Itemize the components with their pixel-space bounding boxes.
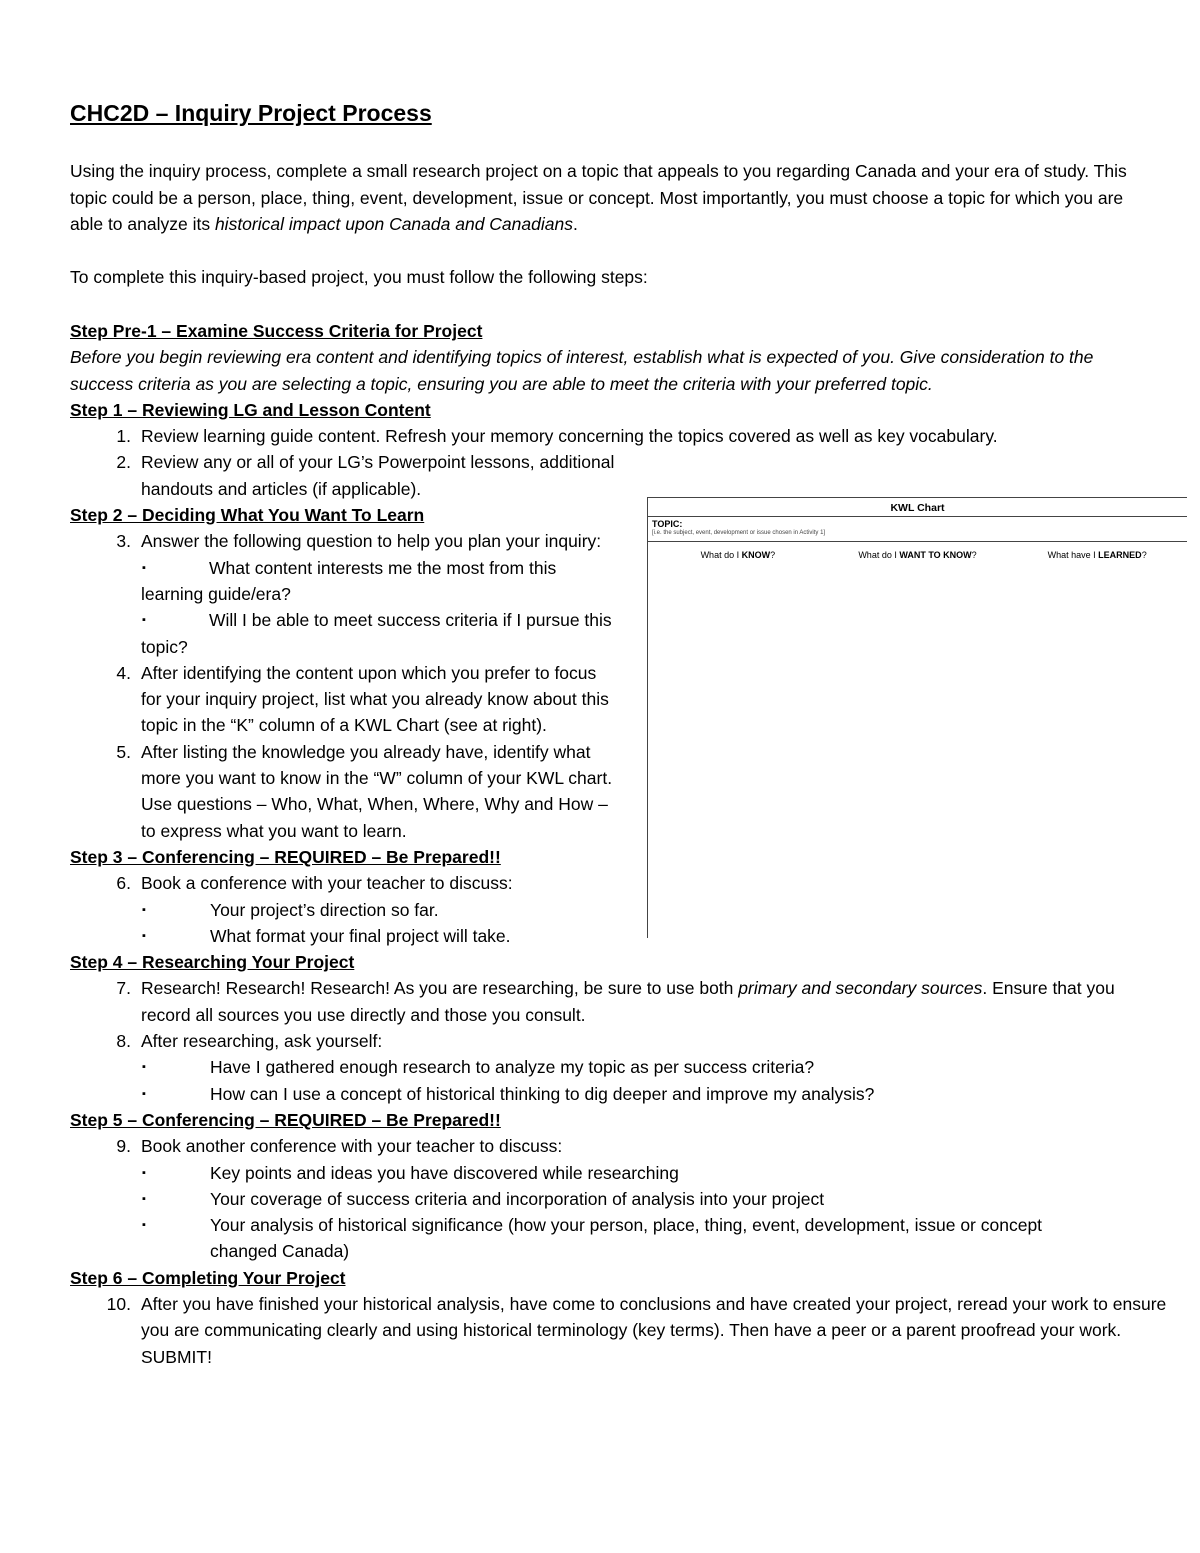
- intro-text-end: .: [572, 214, 578, 234]
- item-text: After you have finished your historical analysis, have come to conclusions and have created your project, reread your work to ensure you are communicating clearly and using historical terminology (key terms). Then have a peer or a parent proofread your work. SUBMIT!: [141, 1293, 1167, 1367]
- list-item: [70, 975, 1141, 1028]
- kwl-column-headers: [648, 541, 1187, 560]
- kwl-column-know: [648, 550, 828, 560]
- kwl-topic-label: TOPIC:: [652, 519, 683, 529]
- kwl-col-text: What do I: [700, 550, 742, 560]
- step-4-heading: Step 4 – Researching Your Project: [70, 952, 355, 973]
- intro-section: [70, 158, 1130, 291]
- kwl-col-keyword: LEARNED: [1098, 550, 1142, 560]
- item-text: After identifying the content upon which you prefer to focus for your inquiry project, list what you already know about this topic in the “K” column of a KWL Chart (see at right).: [141, 662, 609, 736]
- item-text-end: . Ensure that you record all sources you use directly and those you consult.: [141, 978, 1115, 1025]
- list-item: [70, 660, 621, 739]
- kwl-col-mark: ?: [1141, 550, 1147, 560]
- step-pre-heading: Step Pre-1 – Examine Success Criteria for Project: [70, 321, 483, 341]
- intro-text: Using the inquiry process, complete a small research project on a topic that appeals to you regarding Canada and your era of study. This topic could be a person, place, thing, event, development, issue or concept. Most importantly, you must choose a topic for which you are able to analyze its: [70, 161, 1127, 234]
- bullet-icon: ▪: [142, 929, 146, 942]
- item-text: After listing the knowledge you already have, identify what more you want to know in the “W” column of your KWL chart. Use questions – Who, What, When, Where, Why and How – to express what you want to learn.: [141, 741, 613, 841]
- kwl-col-keyword: KNOW: [741, 550, 771, 560]
- bullet-item: [70, 1186, 1150, 1212]
- kwl-col-text: What have I: [1047, 550, 1099, 560]
- list-item: [70, 739, 621, 844]
- bullet-text: Your analysis of historical significance (how your person, place, thing, event, development, issue or concept changed Canada): [210, 1215, 1043, 1262]
- intro-steps-lead: To complete this inquiry-based project, you must follow the following steps:: [70, 267, 648, 287]
- item-number: 10.: [106, 1293, 131, 1314]
- item-number: 7.: [116, 978, 131, 999]
- item-text: Review learning guide content. Refresh your memory concerning the topics covered as well as key vocabulary.: [141, 426, 998, 447]
- bullet-text: What content interests me the most from this learning guide/era?: [141, 557, 557, 604]
- bullet-icon: ▪: [142, 1087, 146, 1100]
- item-text: Review any or all of your LG’s Powerpoint lessons, additional handouts and articles (if applicable).: [141, 452, 615, 499]
- bullet-text: Your project’s direction so far.: [210, 899, 439, 920]
- kwl-column-want: [828, 550, 1008, 560]
- bullet-text: What format your final project will take.: [210, 925, 511, 946]
- bullet-text: Will I be able to meet success criteria if I pursue this topic?: [141, 610, 612, 657]
- bullet-icon: ▪: [142, 561, 146, 574]
- list-item: [70, 1028, 1141, 1054]
- bullet-item: [70, 555, 621, 608]
- list-item: [70, 1133, 1141, 1159]
- item-text: Research! Research! Research! As you are researching, be sure to use both: [141, 978, 739, 999]
- bullet-item: [70, 607, 621, 660]
- bullet-icon: ▪: [142, 1166, 146, 1179]
- item-text: After researching, ask yourself:: [141, 1031, 383, 1052]
- kwl-col-keyword: WANT TO KNOW: [899, 550, 972, 560]
- item-number: 4.: [116, 662, 131, 683]
- item-number: 3.: [116, 531, 131, 552]
- kwl-col-mark: ?: [770, 550, 776, 560]
- list-item: [70, 1291, 1181, 1370]
- bullet-icon: ▪: [142, 903, 146, 916]
- step-6-heading: Step 6 – Completing Your Project: [70, 1267, 346, 1288]
- step-pre-description: Before you begin reviewing era content and identifying topics of interest, establish what is expected of you. Give consideration to the success criteria as you are selecting a topic, ensuring you are able to meet the criteria with your preferred topic.: [70, 347, 1094, 394]
- intro-emphasis: historical impact upon Canada and Canadians: [214, 214, 573, 234]
- bullet-item: [70, 1054, 1150, 1080]
- step-2-heading: Step 2 – Deciding What You Want To Learn: [70, 505, 425, 526]
- bullet-text: Have I gathered enough research to analyze my topic as per success criteria?: [210, 1057, 815, 1078]
- bullet-icon: ▪: [142, 1219, 146, 1232]
- page-title: CHC2D – Inquiry Project Process: [70, 100, 432, 126]
- bullet-text: Key points and ideas you have discovered while researching: [210, 1162, 679, 1183]
- item-text: Book another conference with your teacher to discuss:: [141, 1136, 563, 1157]
- item-text: Answer the following question to help you plan your inquiry:: [141, 531, 602, 552]
- kwl-topic-note: [i.e. the subject, event, development or issue chosen in Activity 1]: [652, 530, 826, 536]
- kwl-chart: [647, 497, 1187, 938]
- item-text: Book a conference with your teacher to discuss:: [141, 873, 513, 894]
- step-3-heading: Step 3 – Conferencing – REQUIRED – Be Prepared!!: [70, 846, 501, 867]
- step-1-heading: Step 1 – Reviewing LG and Lesson Content: [70, 399, 431, 420]
- item-number: 8.: [116, 1031, 131, 1052]
- bullet-icon: ▪: [142, 614, 146, 627]
- item-number: 9.: [116, 1136, 131, 1157]
- bullet-item: [70, 1081, 1150, 1107]
- item-number: 1.: [116, 426, 131, 447]
- kwl-col-mark: ?: [971, 550, 977, 560]
- kwl-col-text: What do I: [858, 550, 900, 560]
- kwl-chart-title: KWL Chart: [890, 502, 945, 514]
- bullet-icon: ▪: [142, 1061, 146, 1074]
- bullet-text: Your coverage of success criteria and incorporation of analysis into your project: [210, 1188, 825, 1209]
- item-emphasis: primary and secondary sources: [738, 978, 983, 999]
- list-item: [70, 449, 621, 502]
- bullet-icon: ▪: [142, 1192, 146, 1205]
- item-number: 5.: [116, 741, 131, 762]
- kwl-topic-row: [648, 516, 1187, 541]
- item-number: 6.: [116, 873, 131, 894]
- step-5-heading: Step 5 – Conferencing – REQUIRED – Be Prepared!!: [70, 1109, 501, 1130]
- intro-paragraph: [70, 158, 1130, 238]
- bullet-item: [70, 1212, 1090, 1265]
- list-item: [70, 528, 621, 554]
- item-number: 2.: [116, 452, 131, 473]
- bullet-text: How can I use a concept of historical thinking to dig deeper and improve my analysis?: [210, 1083, 875, 1104]
- list-item: [70, 423, 1141, 449]
- kwl-column-learned: [1007, 550, 1187, 560]
- bullet-item: [70, 1160, 1150, 1186]
